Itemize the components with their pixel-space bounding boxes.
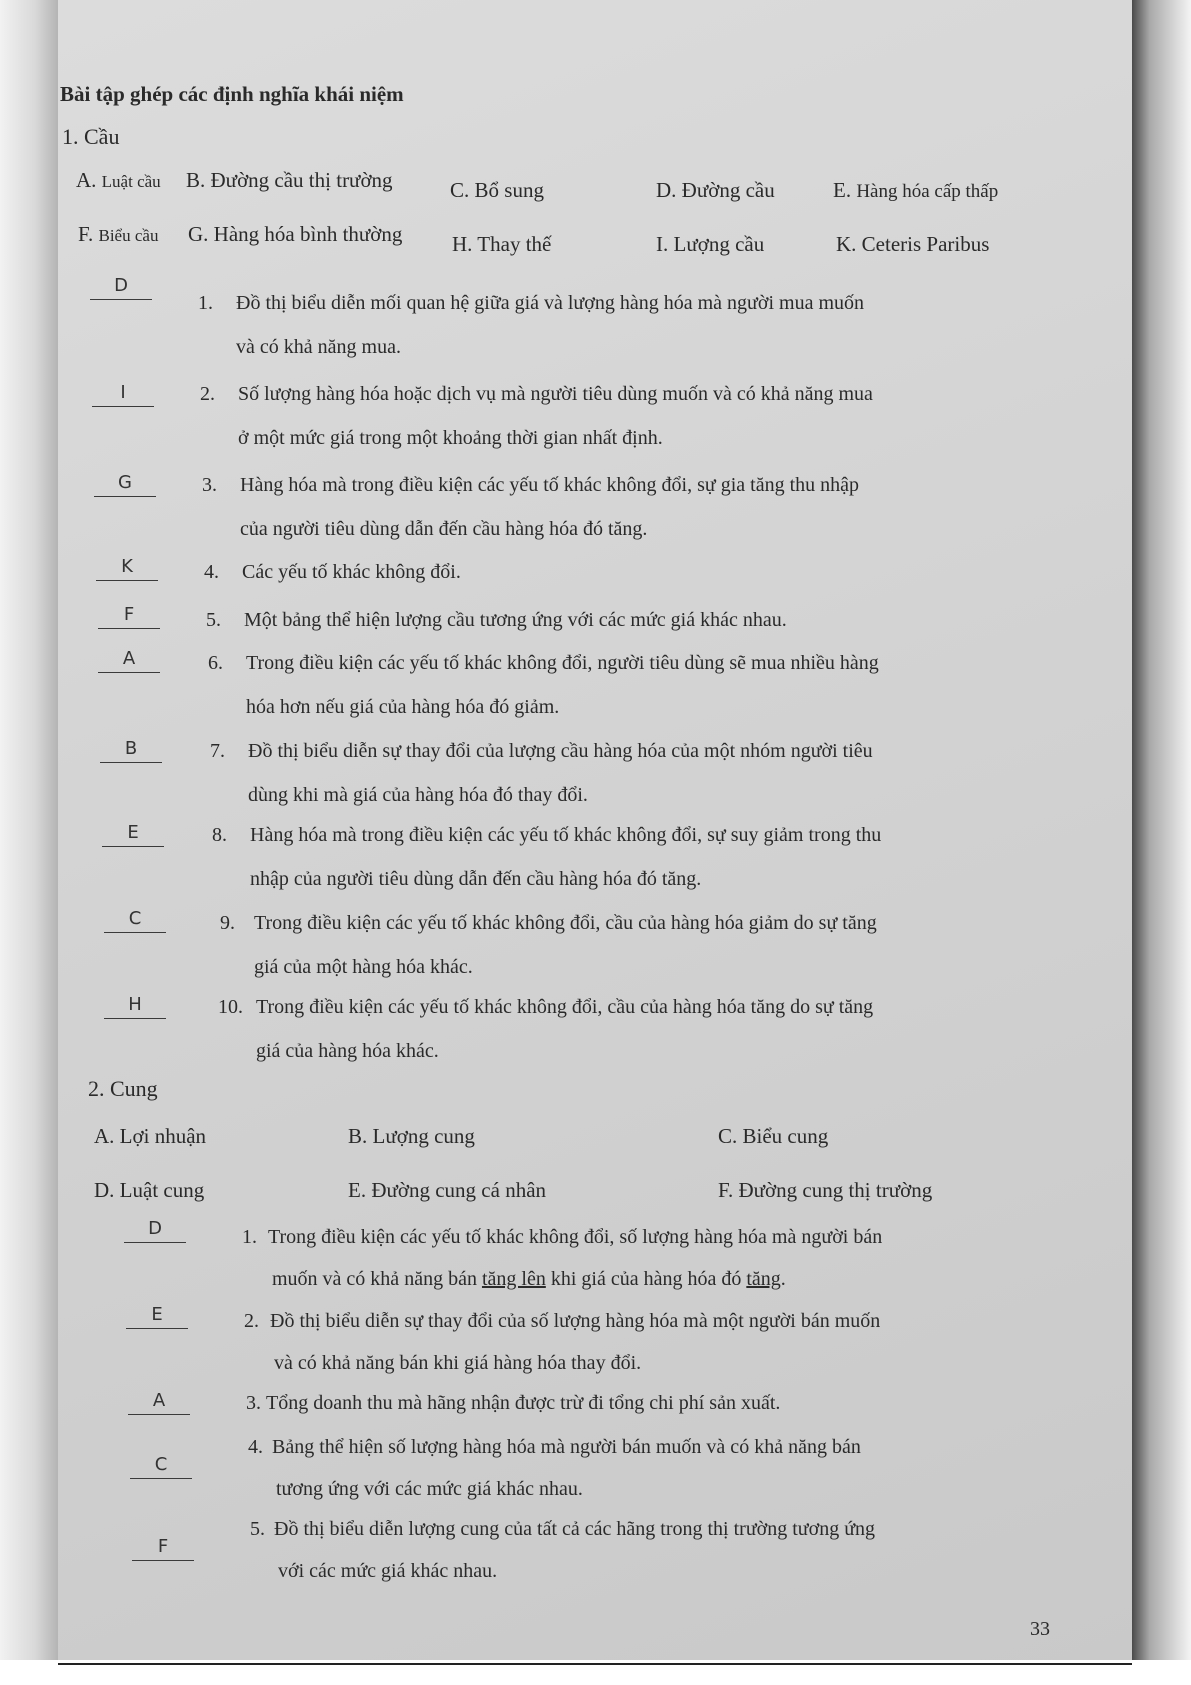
item-text: Đồ thị biểu diễn mối quan hệ giữa giá và lượng hàng hóa mà người mua muốn xyxy=(236,292,864,314)
option-2a: A. Lợi nhuận xyxy=(94,1124,207,1148)
item-text: giá của một hàng hóa khác. xyxy=(254,956,473,978)
answer-blank-1-9[interactable]: C xyxy=(104,908,166,933)
item-number: 6. xyxy=(208,652,223,674)
item-number: 1. xyxy=(198,292,213,314)
answer-blank-1-8[interactable]: E xyxy=(102,822,164,847)
item-number: 2. xyxy=(244,1310,259,1332)
option-1g: G. Hàng hóa bình thường xyxy=(188,222,403,246)
item-text: giá của hàng hóa khác. xyxy=(256,1040,439,1062)
item-text: Các yếu tố khác không đổi. xyxy=(242,561,461,583)
item-text: hóa hơn nếu giá của hàng hóa đó giảm. xyxy=(246,696,560,718)
section-heading-cung: 2. Cung xyxy=(88,1076,158,1101)
item-number: 3. xyxy=(246,1392,261,1414)
item-number: 1. xyxy=(242,1226,257,1248)
answer-blank-1-5[interactable]: F xyxy=(98,604,160,629)
answer-blank-1-6[interactable]: A xyxy=(98,648,160,673)
item-number: 2. xyxy=(200,383,215,405)
item-text: với các mức giá khác nhau. xyxy=(278,1560,498,1582)
option-1i: I. Lượng cầu xyxy=(656,232,765,256)
answer-blank-1-3[interactable]: G xyxy=(94,472,156,497)
item-text: ở một mức giá trong một khoảng thời gian nhất định. xyxy=(238,427,663,449)
item-text: Hàng hóa mà trong điều kiện các yếu tố khác không đổi, sự gia tăng thu nhập xyxy=(240,474,860,496)
item-number: 5. xyxy=(250,1518,265,1540)
item-text: của người tiêu dùng dẫn đến cầu hàng hóa đó tăng. xyxy=(240,518,648,540)
answer-blank-1-4[interactable]: K xyxy=(96,556,158,581)
option-2c: C. Biểu cung xyxy=(718,1124,829,1148)
item-text: và có khả năng mua. xyxy=(236,336,401,358)
option-1a: A. Luật cầu xyxy=(76,168,161,192)
option-1h: H. Thay thế xyxy=(452,232,552,256)
item-number: 9. xyxy=(220,912,235,934)
option-1e: E. Hàng hóa cấp thấp xyxy=(833,178,999,202)
page-number: 33 xyxy=(1030,1618,1050,1640)
answer-blank-2-1[interactable]: D xyxy=(124,1218,186,1243)
option-2e: E. Đường cung cá nhân xyxy=(348,1178,547,1202)
item-number: 5. xyxy=(206,609,221,631)
worksheet-page xyxy=(58,0,1132,1660)
option-2f: F. Đường cung thị trường xyxy=(718,1178,933,1202)
option-1c: C. Bổ sung xyxy=(450,178,544,202)
option-2b: B. Lượng cung xyxy=(348,1124,475,1148)
item-text: Hàng hóa mà trong điều kiện các yếu tố khác không đổi, sự suy giảm trong thu xyxy=(250,824,882,846)
answer-blank-1-10[interactable]: H xyxy=(104,994,166,1019)
option-1d: D. Đường cầu xyxy=(656,178,775,202)
answer-blank-2-5[interactable]: F xyxy=(132,1536,194,1561)
item-text: Trong điều kiện các yếu tố khác không đổi, cầu của hàng hóa giảm do sự tăng xyxy=(254,912,877,934)
item-number: 8. xyxy=(212,824,227,846)
item-number: 4. xyxy=(248,1436,263,1458)
option-2d: D. Luật cung xyxy=(94,1178,205,1202)
bottom-rule xyxy=(58,1663,1132,1665)
item-text: muốn và có khả năng bán tăng lên khi giá của hàng hóa đó tăng. xyxy=(272,1268,786,1290)
item-text: Một bảng thể hiện lượng cầu tương ứng với các mức giá khác nhau. xyxy=(244,609,787,631)
item-number: 3. xyxy=(202,474,217,496)
answer-blank-2-3[interactable]: A xyxy=(128,1390,190,1415)
item-number: 7. xyxy=(210,740,225,762)
answer-blank-2-2[interactable]: E xyxy=(126,1304,188,1329)
option-1k: K. Ceteris Paribus xyxy=(836,232,990,256)
item-text: Tổng doanh thu mà hãng nhận được trừ đi tổng chi phí sản xuất. xyxy=(266,1392,781,1414)
page-edge-right xyxy=(1132,0,1191,1660)
item-number: 4. xyxy=(204,561,219,583)
page-edge-left xyxy=(0,0,58,1660)
option-1b: B. Đường cầu thị trường xyxy=(186,168,393,192)
answer-blank-1-1[interactable]: D xyxy=(90,275,152,300)
item-text: Đồ thị biểu diễn sự thay đổi của số lượng hàng hóa mà một người bán muốn xyxy=(270,1310,881,1332)
item-text: Bảng thể hiện số lượng hàng hóa mà người bán muốn và có khả năng bán xyxy=(272,1436,861,1458)
item-text: Đồ thị biểu diễn sự thay đổi của lượng cầu hàng hóa của một nhóm người tiêu xyxy=(248,740,873,762)
item-text: Trong điều kiện các yếu tố khác không đổi, cầu của hàng hóa tăng do sự tăng xyxy=(256,996,874,1018)
item-text: Đồ thị biểu diễn lượng cung của tất cả các hãng trong thị trường tương ứng xyxy=(274,1518,876,1540)
item-text: Trong điều kiện các yếu tố khác không đổi, người tiêu dùng sẽ mua nhiều hàng xyxy=(246,652,879,674)
worksheet-title: Bài tập ghép các định nghĩa khái niệm xyxy=(60,82,404,106)
answer-blank-1-2[interactable]: I xyxy=(92,382,154,407)
item-text: tương ứng với các mức giá khác nhau. xyxy=(276,1478,583,1500)
item-text: nhập của người tiêu dùng dẫn đến cầu hàng hóa đó tăng. xyxy=(250,868,702,890)
option-1f: F. Biểu cầu xyxy=(78,222,159,246)
answer-blank-1-7[interactable]: B xyxy=(100,738,162,763)
item-text: dùng khi mà giá của hàng hóa đó thay đổi. xyxy=(248,784,588,806)
item-text: Số lượng hàng hóa hoặc dịch vụ mà người tiêu dùng muốn và có khả năng mua xyxy=(238,383,873,405)
item-text: và có khả năng bán khi giá hàng hóa thay đổi. xyxy=(274,1352,642,1374)
answer-blank-2-4[interactable]: C xyxy=(130,1454,192,1479)
item-number: 10. xyxy=(218,996,243,1018)
item-text: Trong điều kiện các yếu tố khác không đổi, số lượng hàng hóa mà người bán xyxy=(268,1226,883,1248)
section-heading-cau: 1. Cầu xyxy=(62,124,120,149)
